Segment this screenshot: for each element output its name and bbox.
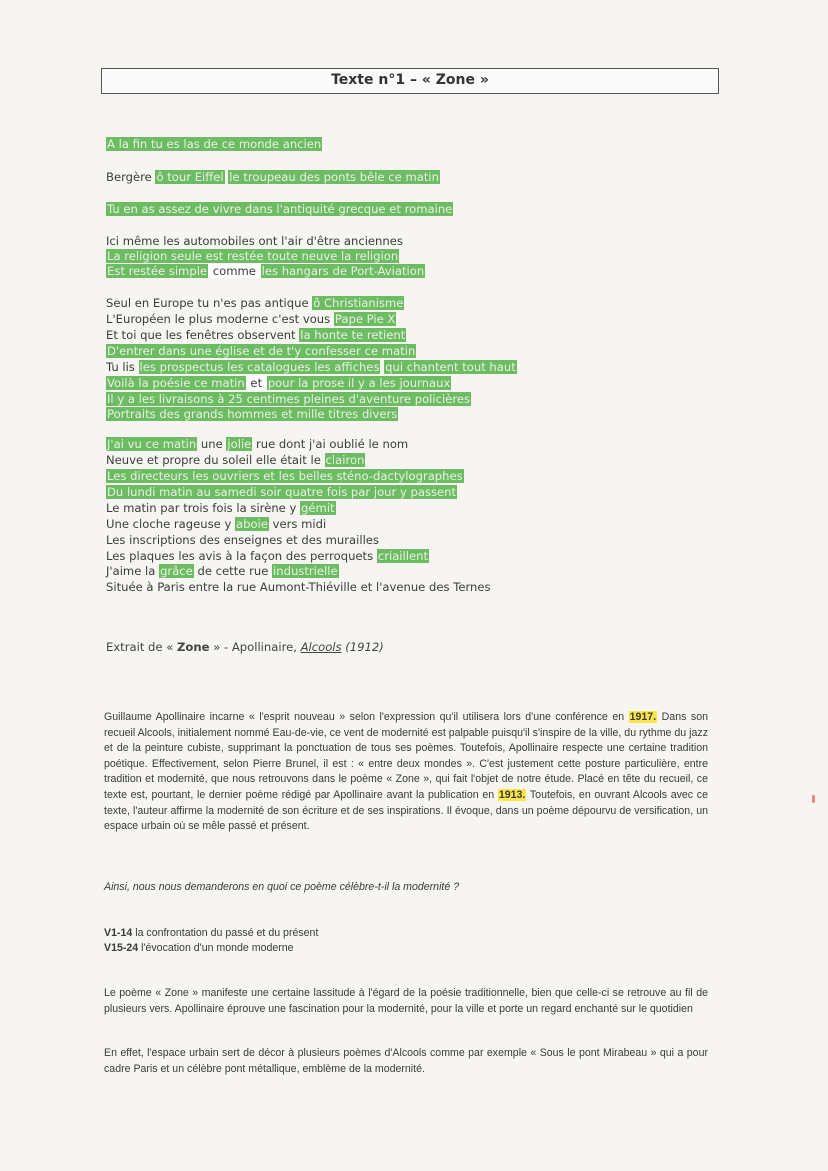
plan-range: V1-14	[104, 927, 133, 939]
highlight: la honte te retient	[300, 328, 406, 342]
poem-line	[106, 453, 365, 468]
verse-text: Et toi que les fenêtres observent	[106, 328, 300, 342]
verse-text: Seul en Europe tu n'es pas antique	[106, 296, 313, 310]
verse-text: vers midi	[268, 517, 327, 531]
verse-text: Bergère	[106, 170, 156, 184]
introduction-paragraph	[104, 710, 708, 835]
poem-line	[106, 469, 464, 484]
highlight: le troupeau des ponts bêle ce matin	[229, 170, 439, 184]
highlight: les hangars de Port-Aviation	[261, 264, 425, 278]
poem-line	[106, 312, 396, 327]
poem-line	[106, 328, 406, 343]
highlight: La religion seule est restée toute neuve la religion	[107, 249, 399, 263]
plan-item	[104, 941, 318, 956]
verse-text: Une cloche rageuse y	[106, 517, 235, 531]
verse-text: Ici même les automobiles ont l'air d'être anciennes	[106, 234, 403, 248]
source-citation	[106, 640, 384, 654]
year-highlight: 1917.	[629, 711, 657, 723]
poem-line	[106, 296, 404, 311]
highlight: industrielle	[273, 564, 338, 578]
citation-text: » - Apollinaire,	[209, 640, 301, 654]
highlight: Tu en as assez de vivre dans l'antiquité grecque et romaine	[107, 202, 453, 216]
pen-mark	[812, 795, 815, 803]
highlight: ô tour Eiffel	[156, 170, 224, 184]
verse-text: Les plaques les avis à la façon des perroquets	[106, 549, 377, 563]
poem-line	[106, 170, 440, 185]
poem-line	[106, 533, 379, 548]
highlight: jolie	[227, 437, 252, 451]
problematic-question: Ainsi, nous nous demanderons en quoi ce poème célèbre-t-il la modernité ?	[104, 881, 460, 893]
paragraph-text: Dans son recueil Alcools, initialement nommé Eau-de-vie, ce vent de modernité est palpable puisqu'il s'inspire de la ville, du rythme du jazz et de la peinture cubiste, supprimant la ponctuation de tous ses poèmes. Toutefois, Apollinaire respecte une certaine tradition poétique. Effectivement, selon Pierre Brunel, il est : « entre deux mondes ». C'est justement cette posture particulière, entre tradition et modernité, que nous retrouvons dans le poème « Zone », qui fait l'objet de notre étude. Placé en tête du recueil, ce texte est, pourtant, le dernier poème rédigé par Apollinaire avant la publication en	[104, 711, 708, 801]
highlight: J'ai vu ce matin	[107, 437, 197, 451]
poem-line	[106, 437, 408, 452]
poem-line	[106, 249, 399, 264]
poem-line	[106, 549, 429, 564]
paragraph-text: Guillaume Apollinaire incarne « l'esprit nouveau » selon l'expression qu'il utilisera lors d'une conférence en	[104, 711, 629, 723]
highlight: A la fin tu es las de ce monde ancien	[107, 137, 322, 151]
highlight: Pape Pie X	[334, 312, 396, 326]
verse-text: de cette rue	[193, 564, 273, 578]
poem-line	[106, 407, 398, 422]
verse-text: Les inscriptions des enseignes et des murailles	[106, 533, 379, 547]
study-plan	[104, 926, 318, 956]
document-title: Texte n°1 – « Zone »	[331, 72, 489, 88]
poem-line	[106, 264, 425, 279]
poem-line	[106, 517, 326, 532]
highlight: pour la prose il y a les journaux	[267, 376, 451, 390]
verse-text: J'aime la	[106, 564, 160, 578]
highlight: Les directeurs les ouvriers et les belles sténo-dactylographes	[107, 469, 463, 483]
highlight: aboie	[236, 517, 268, 531]
verse-text: L'Européen le plus moderne c'est vous	[106, 312, 334, 326]
title-box	[101, 68, 719, 94]
plan-text: l'évocation d'un monde moderne	[138, 942, 294, 954]
poem-line	[106, 344, 416, 359]
verse-text: Neuve et propre du soleil elle était le	[106, 453, 325, 467]
verse-text: comme	[209, 264, 260, 278]
poem-line	[106, 580, 491, 595]
highlight: Voilà la poésie ce matin	[107, 376, 245, 390]
citation-text: Extrait de «	[106, 640, 178, 654]
verse-text: Située à Paris entre la rue Aumont-Thiéville et l'avenue des Ternes	[106, 580, 491, 594]
highlight: clairon	[325, 453, 365, 467]
verse-text: Le matin par trois fois la sirène y	[106, 501, 301, 515]
plan-item	[104, 926, 318, 941]
highlight: gémit	[301, 501, 335, 515]
year-highlight: 1913.	[498, 788, 526, 801]
citation-work-title: Alcools	[300, 640, 342, 654]
verse-text: une	[197, 437, 227, 451]
highlight: Portraits des grands hommes et mille titres divers	[107, 407, 398, 421]
highlight: Est restée simple	[107, 264, 208, 278]
plan-text: la confrontation du passé et du présent	[132, 927, 319, 939]
highlight: D'entrer dans une église et de t'y confesser ce matin	[107, 344, 416, 358]
highlight: qui chantent tout haut	[385, 360, 516, 374]
citation-year: (1912)	[341, 640, 384, 654]
citation-poem-title: Zone	[177, 640, 210, 654]
plan-range: V15-24	[104, 942, 139, 954]
verse-text: rue dont j'ai oublié le nom	[252, 437, 409, 451]
highlight: les prospectus les catalogues les affiches	[139, 360, 380, 374]
verse-text: et	[246, 376, 266, 390]
poem-line	[106, 202, 453, 217]
poem-line	[106, 360, 517, 375]
poem-line	[106, 137, 322, 152]
poem-line	[106, 234, 403, 249]
highlight: Il y a les livraisons à 25 centimes pleines d'aventure policières	[107, 392, 471, 406]
highlight: criaillent	[377, 549, 429, 563]
analysis-paragraph: En effet, l'espace urbain sert de décor à plusieurs poèmes d'Alcools comme par exemple « Sous le pont Mirabeau » qui a pour cadre Paris et un célèbre pont métallique, emblème de la modernité.	[104, 1047, 708, 1075]
poem-line	[106, 485, 457, 500]
poem-line	[106, 376, 451, 391]
poem-line	[106, 564, 339, 579]
verse-text: Tu lis	[106, 360, 139, 374]
poem-line	[106, 501, 336, 516]
paragraph-text: Toutefois, en ouvrant Alcools avec ce texte, l'auteur affirme la modernité de son écriture et de ses inspirations. Il évoque, dans un poème dépourvu de versification, un espace urbain où se mêle passé et présent.	[104, 788, 708, 833]
highlight: Du lundi matin au samedi soir quatre fois par jour y passent	[107, 485, 457, 499]
poem-line	[106, 392, 471, 407]
highlight: ô Christianisme	[313, 296, 404, 310]
analysis-paragraph: Le poème « Zone » manifeste une certaine lassitude à l'égard de la poésie traditionnelle, bien que celle-ci se retrouve au fil de plusieurs vers. Apollinaire éprouve une fascination pour la modernité, pour la ville et porte un regard enchanté sur le quotidien	[104, 987, 708, 1015]
highlight: grâce	[160, 564, 193, 578]
